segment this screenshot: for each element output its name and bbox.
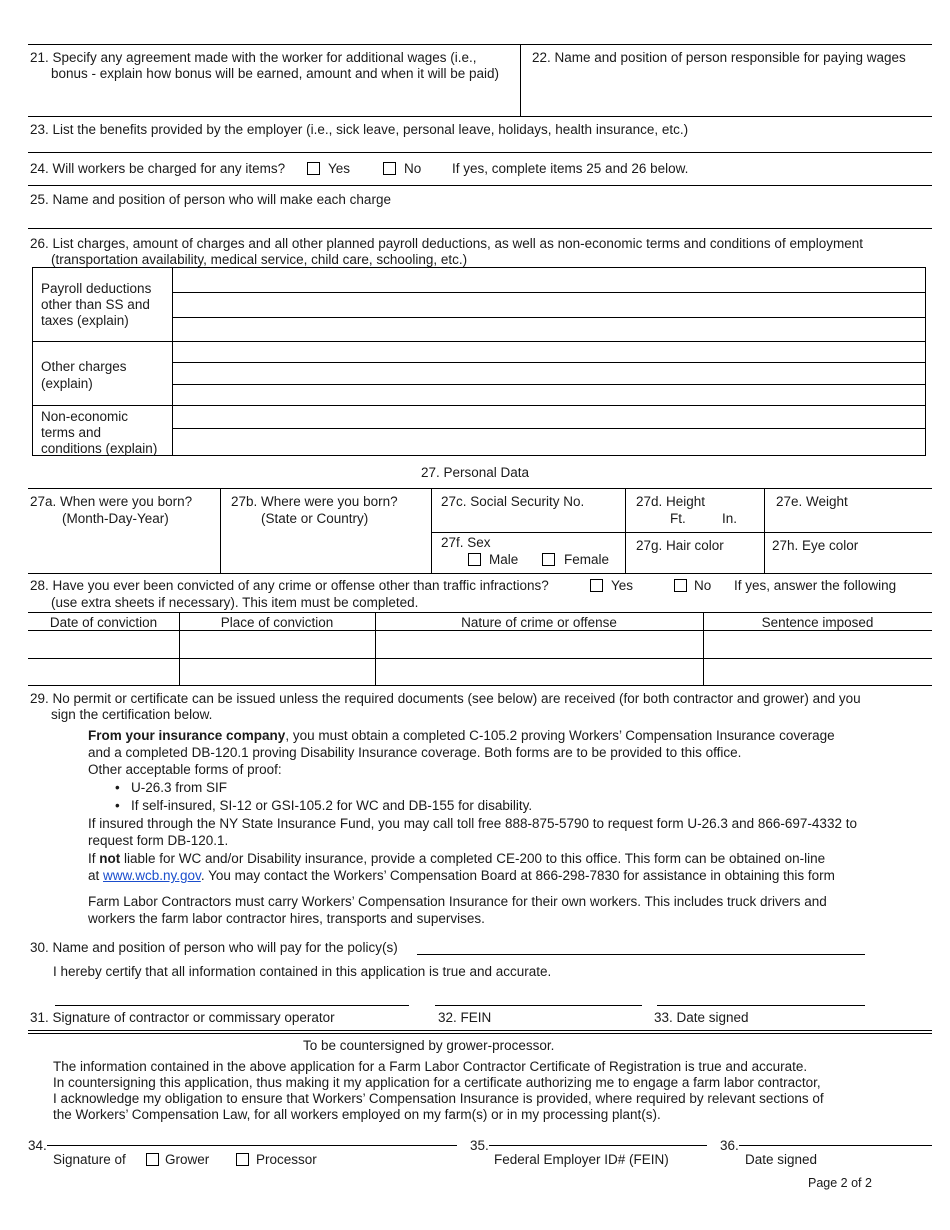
q21-input-area[interactable]: [30, 84, 516, 112]
q28-no-label: No: [694, 578, 712, 593]
q34-signature-line: [47, 1145, 457, 1146]
q30-label: 30. Name and position of person who will pay for the policy(s): [30, 940, 398, 955]
charges-row-other-label-1: Other charges: [41, 359, 127, 374]
q29-not-liable-line: [88, 850, 825, 867]
charges-row-noneconomic-label-3: conditions (explain): [41, 441, 158, 456]
q23-input-area[interactable]: [30, 138, 928, 152]
q24-no-label: No: [404, 161, 422, 176]
q27h-label: 27h. Eye color: [772, 538, 859, 553]
q35-fein-input[interactable]: [489, 1127, 707, 1144]
q36-label: Date signed: [745, 1152, 818, 1167]
rule-26-top: [28, 228, 932, 229]
q34-grower-checkbox[interactable]: [146, 1153, 159, 1166]
q29-at-rest: . You may contact the Workers’ Compensation Board at 866-298-7830 for assistance in obtaining this form: [200, 868, 835, 883]
q27f-female-label: Female: [564, 552, 610, 567]
q29-sif-line1: If insured through the NY State Insurance Fund, you may call toll free 888-875-5790 to request form U-26.3 and 866-697-4332 to: [88, 816, 857, 831]
q29-flc-line2: workers the farm labor contractor hires, transports and supervises.: [88, 911, 485, 926]
charges-row-separator: [32, 405, 926, 406]
conviction-col-place: Place of conviction: [220, 615, 334, 630]
q24-yes-checkbox[interactable]: [307, 162, 320, 175]
conviction-col-date: Date of conviction: [49, 615, 158, 630]
q22-label: 22. Name and position of person responsible for paying wages: [532, 50, 906, 65]
q32-fein-line: [435, 1005, 642, 1006]
q28-yes-label: Yes: [611, 578, 634, 593]
q34-signature-input[interactable]: [47, 1127, 457, 1144]
noneconomic-terms-input[interactable]: [174, 407, 924, 454]
q28-yes-checkbox[interactable]: [590, 579, 603, 592]
q24-note: If yes, complete items 25 and 26 below.: [452, 161, 689, 176]
rule-23-top: [28, 116, 932, 117]
q36-date-line: [739, 1145, 932, 1146]
q32-label: 32. FEIN: [438, 1010, 492, 1025]
charges-row-other-label-2: (explain): [41, 376, 93, 391]
conviction-place-cells[interactable]: [181, 632, 373, 684]
q27b-input[interactable]: [224, 530, 428, 570]
q35-label: Federal Employer ID# (FEIN): [494, 1152, 669, 1167]
rule-24-top: [28, 152, 932, 153]
q27-divider: [431, 488, 432, 573]
q24-yes-label: Yes: [328, 161, 351, 176]
q29-not-bold: not: [99, 851, 121, 866]
q35-fein-line: [489, 1145, 707, 1146]
countersign-p1: The information contained in the above application for a Farm Labor Contractor Certificate of Registration is true and accurate.: [53, 1059, 808, 1074]
q28-note: If yes, answer the following: [734, 578, 897, 593]
q27b-label-2: (State or Country): [261, 511, 369, 526]
q27-divider: [625, 488, 626, 573]
q30-input[interactable]: [417, 936, 865, 953]
q33-date-line: [657, 1005, 865, 1006]
rule-25-top: [28, 185, 932, 186]
q29-insurance-bold: From your insurance company: [88, 728, 286, 743]
q34-processor-checkbox[interactable]: [236, 1153, 249, 1166]
q27d-label: 27d. Height: [636, 494, 706, 509]
divider-21-22: [520, 44, 521, 116]
rule-27-top: [28, 488, 932, 489]
q29-other-proof: Other acceptable forms of proof:: [88, 762, 282, 777]
q29-at-pre: at: [88, 868, 104, 883]
charges-row-separator: [32, 341, 926, 342]
conviction-col-sentence: Sentence imposed: [761, 615, 874, 630]
charges-row-noneconomic-label-1: Non-economic: [41, 409, 129, 424]
q29-bullet2-dot: •: [115, 798, 120, 813]
q27a-label-2: (Month-Day-Year): [62, 511, 169, 526]
charges-row-noneconomic-label-2: terms and: [41, 425, 102, 440]
conviction-sentence-cells[interactable]: [705, 632, 930, 684]
q26-label-line2: (transportation availability, medical service, child care, schooling, etc.): [51, 252, 468, 267]
q30-input-line: [417, 954, 865, 955]
q27-divider: [220, 488, 221, 573]
q27c-label: 27c. Social Security No.: [441, 494, 585, 509]
charges-row-payroll-label-2: other than SS and: [41, 297, 150, 312]
q34-num: 34.: [28, 1138, 47, 1153]
q27c-input[interactable]: [435, 511, 621, 530]
q33-date-input[interactable]: [657, 985, 865, 1004]
q21-label-line1: 21. Specify any agreement made with the worker for additional wages (i.e.,: [30, 50, 477, 65]
payroll-deductions-input[interactable]: [174, 269, 924, 339]
q22-input-area[interactable]: [524, 70, 928, 112]
countersign-p3: I acknowledge my obligation to ensure that Workers’ Compensation Insurance is provided, where required by relevant sections of: [53, 1091, 824, 1106]
wcb-website-link[interactable]: www.wcb.ny.gov: [103, 868, 201, 883]
q28-no-checkbox[interactable]: [674, 579, 687, 592]
rule-top: [28, 44, 932, 45]
q25-input-area[interactable]: [30, 208, 928, 226]
charges-row-payroll-label-3: taxes (explain): [41, 313, 129, 328]
q29-insurance-rest: , you must obtain a completed C-105.2 proving Workers’ Compensation Insurance coverage: [285, 728, 835, 743]
q27f-label: 27f. Sex: [441, 535, 491, 550]
q27g-label: 27g. Hair color: [636, 538, 724, 553]
q34-grower-label: Grower: [165, 1152, 210, 1167]
q27-divider: [764, 488, 765, 573]
q29-website-line: [88, 867, 835, 884]
q27f-male-checkbox[interactable]: [468, 553, 481, 566]
charges-row-payroll-label-1: Payroll deductions: [41, 281, 152, 296]
q34-processor-label: Processor: [256, 1152, 317, 1167]
q35-num: 35.: [470, 1138, 489, 1153]
q29-sif-line2: request form DB-120.1.: [88, 833, 229, 848]
conviction-col-nature: Nature of crime or offense: [461, 615, 617, 630]
q27b-label-1: 27b. Where were you born?: [231, 494, 398, 509]
q29-not-pre: If: [88, 851, 100, 866]
q27f-male-label: Male: [489, 552, 519, 567]
q34-signature-of: Signature of: [53, 1152, 126, 1167]
other-charges-input[interactable]: [174, 343, 924, 403]
q36-num: 36.: [720, 1138, 739, 1153]
double-rule-top: [28, 1030, 932, 1031]
rule-27-bottom: [28, 573, 932, 574]
q29-label-line1: 29. No permit or certificate can be issued unless the required documents (see below) are received (for both contractor and grower) and you: [30, 691, 861, 706]
q32-fein-input[interactable]: [435, 985, 642, 1004]
page-number: Page 2 of 2: [808, 1176, 872, 1190]
conviction-nature-cells[interactable]: [377, 632, 701, 684]
q27f-female-checkbox[interactable]: [542, 553, 555, 566]
q29-bullet2: If self-insured, SI-12 or GSI-105.2 for WC and DB-155 for disability.: [131, 798, 533, 813]
q28-label: 28. Have you ever been convicted of any crime or offense other than traffic infractions?: [30, 578, 549, 593]
conviction-table-bottom: [28, 685, 932, 686]
q29-bullet1: U-26.3 from SIF: [131, 780, 228, 795]
q33-label: 33. Date signed: [654, 1010, 749, 1025]
conviction-table-top: [28, 612, 932, 613]
q31-label: 31. Signature of contractor or commissary operator: [30, 1010, 335, 1025]
q36-date-input[interactable]: [739, 1127, 932, 1144]
q25-label: 25. Name and position of person who will make each charge: [30, 192, 391, 207]
q23-label: 23. List the benefits provided by the employer (i.e., sick leave, personal leave, holidays, health insurance, etc.): [30, 122, 689, 137]
q27a-input[interactable]: [30, 530, 216, 570]
q26-label-line1: 26. List charges, amount of charges and all other planned payroll deductions, as well as non-economic terms and conditions of employment: [30, 236, 863, 251]
q27-title: 27. Personal Data: [420, 465, 530, 480]
q29-insurance-line2: and a completed DB-120.1 proving Disability Insurance coverage. Both forms are to be provided to this office.: [88, 745, 742, 760]
q27d-in: In.: [722, 511, 738, 526]
q29-flc-line1: Farm Labor Contractors must carry Workers’ Compensation Insurance for their own workers. This includes truck drivers and: [88, 894, 827, 909]
countersign-p4: the Workers’ Compensation Law, for all workers employed on my farm(s) or in my processing plant(s).: [53, 1107, 661, 1122]
q28-label-line2: (use extra sheets if necessary). This item must be completed.: [51, 595, 419, 610]
q27e-label: 27e. Weight: [776, 494, 848, 509]
conviction-date-cells[interactable]: [30, 632, 177, 684]
q31-signature-input[interactable]: [55, 985, 409, 1004]
q24-label: 24. Will workers be charged for any items?: [30, 161, 286, 176]
q29-not-rest: liable for WC and/or Disability insurance, provide a completed CE-200 to this office. This form can be obtained on-line: [120, 851, 826, 866]
q27-mid-rule: [431, 532, 932, 533]
q31-signature-line: [55, 1005, 409, 1006]
certify-statement: I hereby certify that all information contained in this application is true and accurate.: [53, 964, 552, 979]
q27a-label-1: 27a. When were you born?: [30, 494, 193, 509]
countersign-title: To be countersigned by grower-processor.: [303, 1038, 555, 1053]
q21-label-line2: bonus - explain how bonus will be earned, amount and when it will be paid): [51, 66, 500, 81]
q27d-ft: Ft.: [670, 511, 686, 526]
q29-bullet1-dot: •: [115, 780, 120, 795]
q29-label-line2: sign the certification below.: [51, 707, 213, 722]
double-rule-bottom: [28, 1033, 932, 1034]
q24-no-checkbox[interactable]: [383, 162, 396, 175]
q29-insurance-line1: [88, 727, 835, 744]
countersign-p2: In countersigning this application, thus making it my application for a certificate authorizing me to engage a farm labor contractor,: [53, 1075, 821, 1090]
